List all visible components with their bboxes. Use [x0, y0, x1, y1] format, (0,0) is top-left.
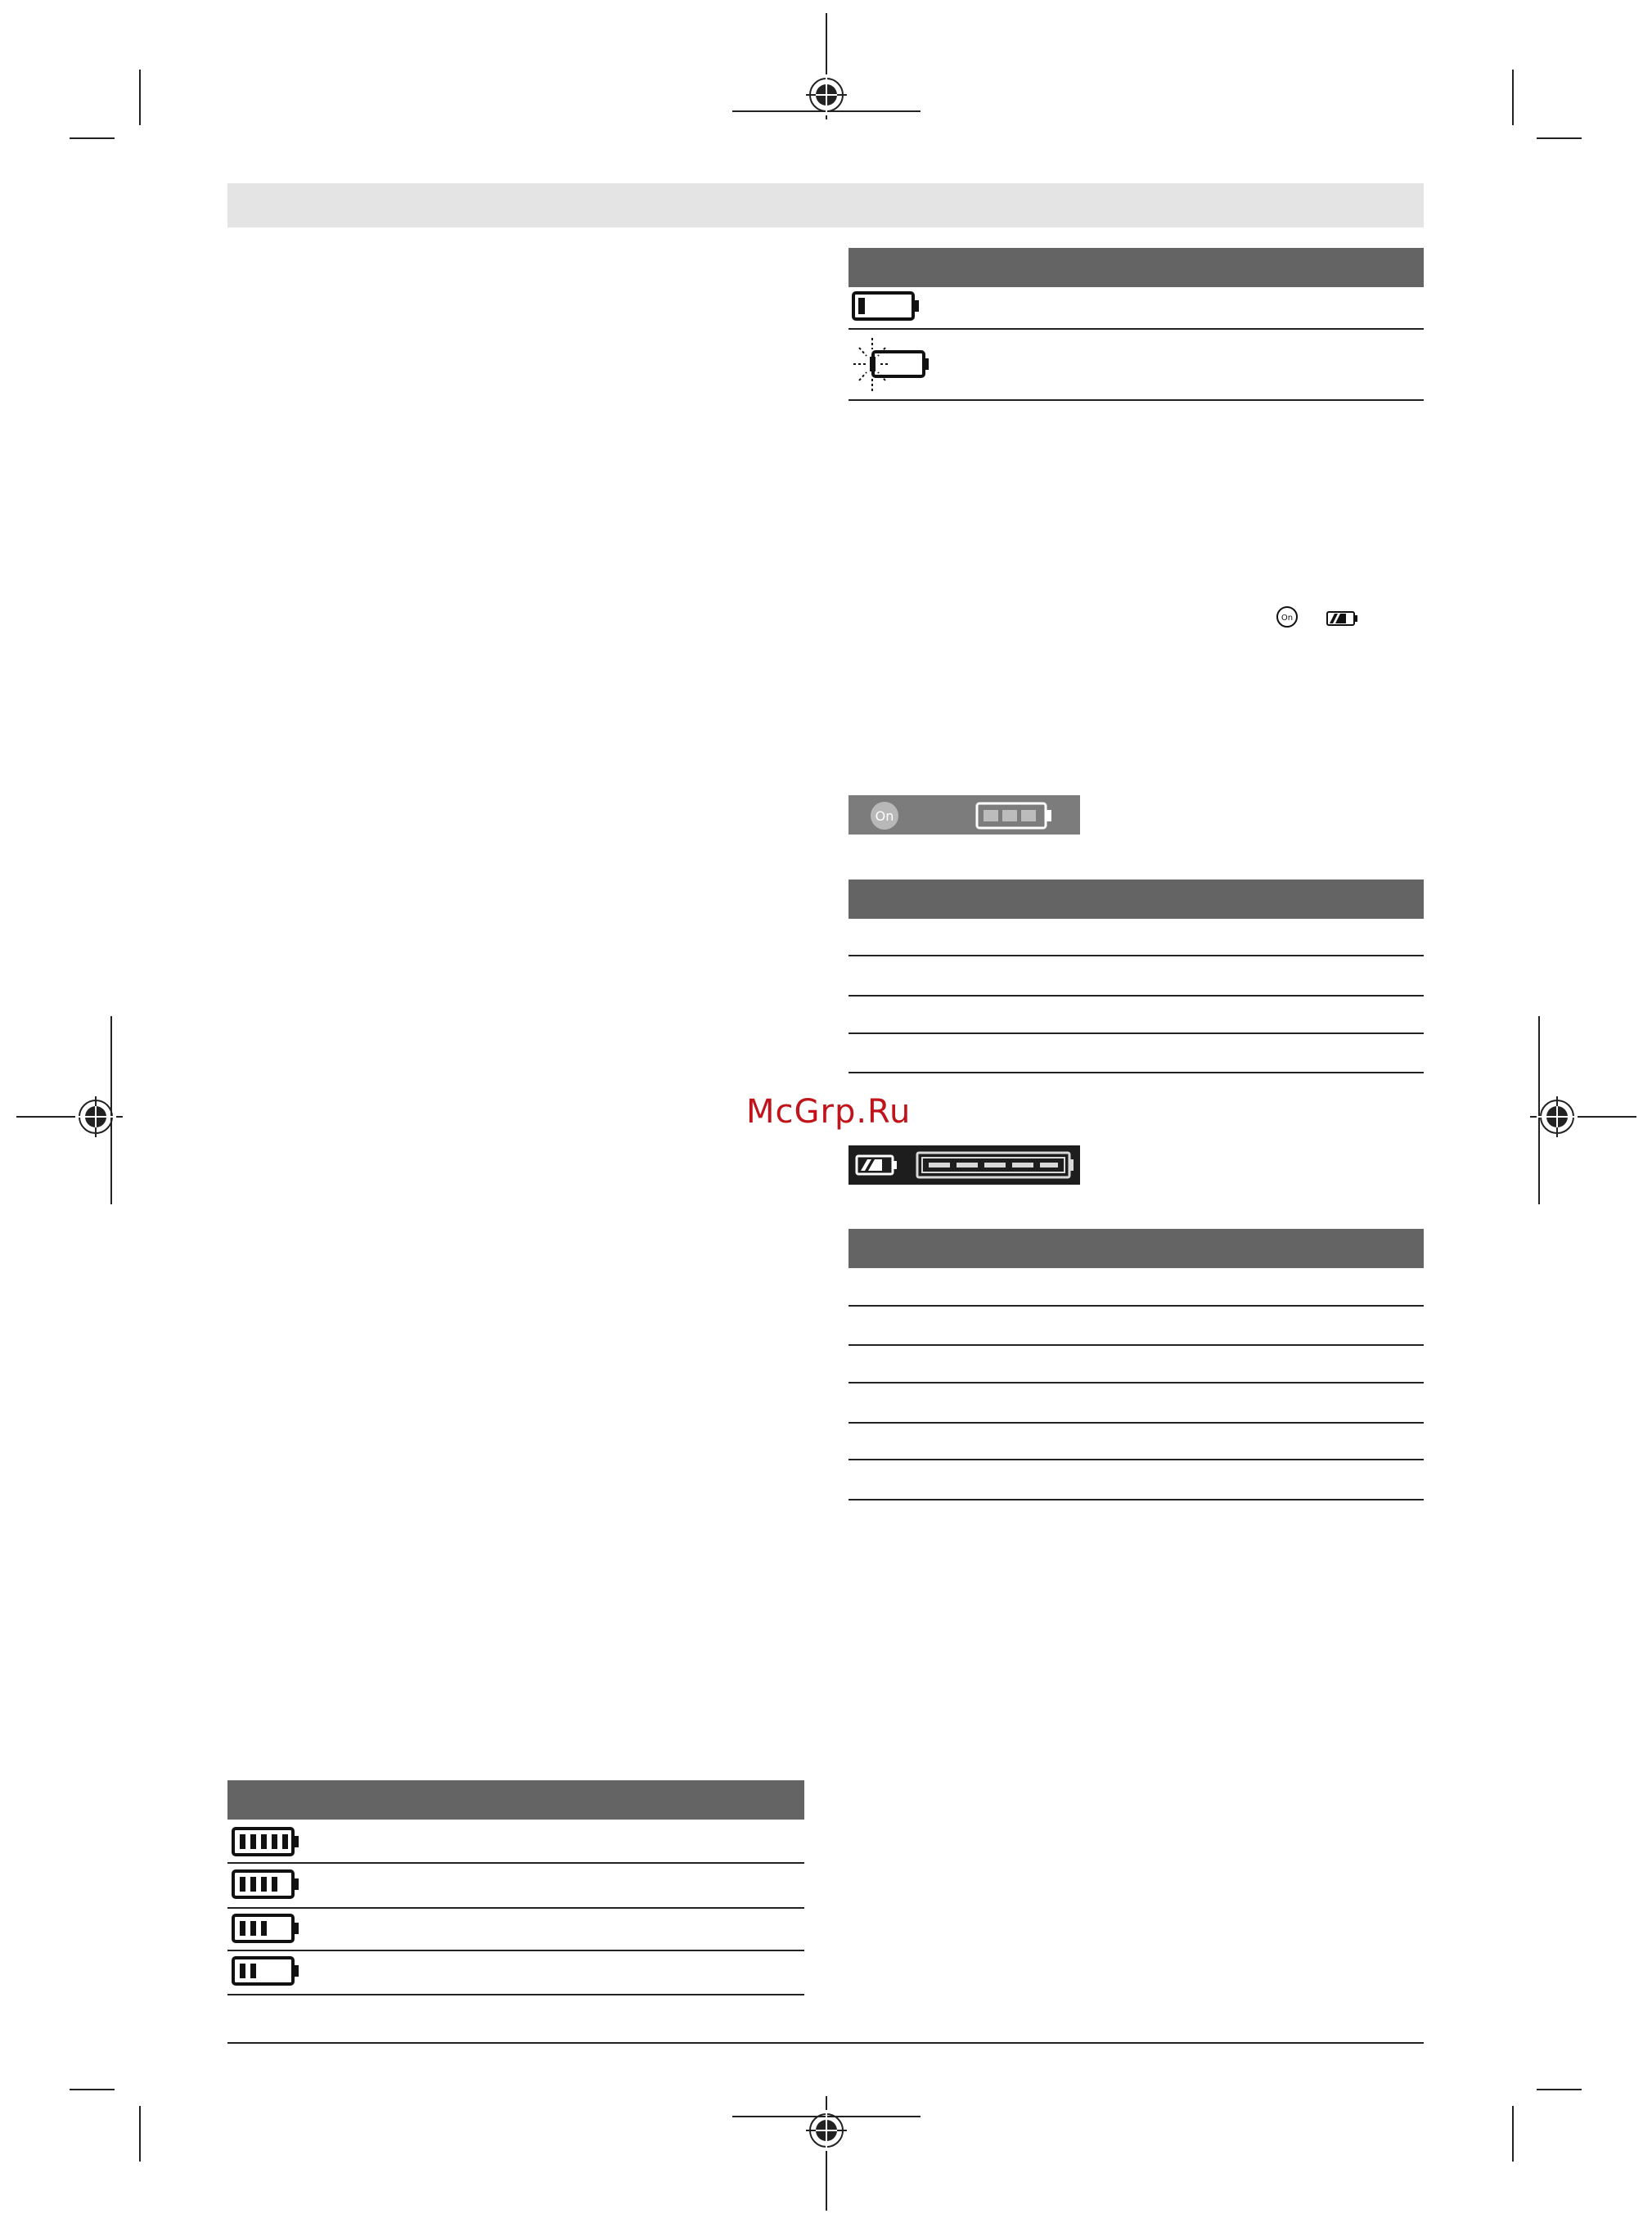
table-header — [849, 248, 1424, 287]
charge-progress-bar — [916, 1151, 1075, 1179]
table-row-divider — [849, 328, 1424, 330]
battery-empty-icon — [851, 290, 921, 322]
on-inline-label: On — [1281, 614, 1294, 623]
battery-two-bars-icon — [231, 1955, 301, 1986]
battery-four-bars-icon — [231, 1869, 301, 1900]
table-row-divider — [227, 1994, 804, 1995]
registration-mark-left — [16, 1092, 123, 1141]
table-row-divider — [227, 1862, 804, 1864]
battery-empty-flashing-icon — [851, 338, 933, 392]
on-button-inline-icon — [1276, 605, 1299, 628]
table-row-divider — [849, 955, 1424, 956]
table-row-divider — [849, 1072, 1424, 1073]
table-row-divider — [849, 1422, 1424, 1424]
registration-mark-bottom — [802, 2096, 851, 2211]
on-badge-label: On — [875, 808, 894, 824]
registration-mark-top — [802, 13, 851, 119]
table-row-divider — [849, 1305, 1424, 1307]
table-row-divider — [227, 1950, 804, 1951]
on-badge-icon — [870, 801, 899, 830]
table-row-divider — [849, 1344, 1424, 1346]
table-row-divider — [227, 1907, 804, 1909]
table-row-divider — [849, 1499, 1424, 1500]
registration-mark-right — [1530, 1092, 1636, 1141]
table-row-divider — [849, 1033, 1424, 1034]
battery-pack-icon — [855, 1154, 899, 1176]
on-status-panel — [849, 795, 1080, 835]
battery-three-bars-icon — [975, 802, 1054, 830]
watermark: McGrp.Ru — [746, 1093, 912, 1131]
page-header-band — [227, 183, 1424, 227]
battery-three-bars-outline-icon — [231, 1913, 301, 1944]
battery-five-bars-icon — [231, 1826, 301, 1857]
page-footer-rule — [227, 2042, 1424, 2044]
table-header — [849, 880, 1424, 919]
table-row-divider — [849, 1459, 1424, 1460]
table-row-divider — [849, 399, 1424, 401]
table-row-divider — [849, 1382, 1424, 1383]
table-row-divider — [849, 995, 1424, 997]
table-header — [849, 1229, 1424, 1268]
table-header — [227, 1780, 804, 1820]
battery-inline-icon — [1326, 610, 1359, 627]
charge-bar-panel — [849, 1145, 1080, 1185]
